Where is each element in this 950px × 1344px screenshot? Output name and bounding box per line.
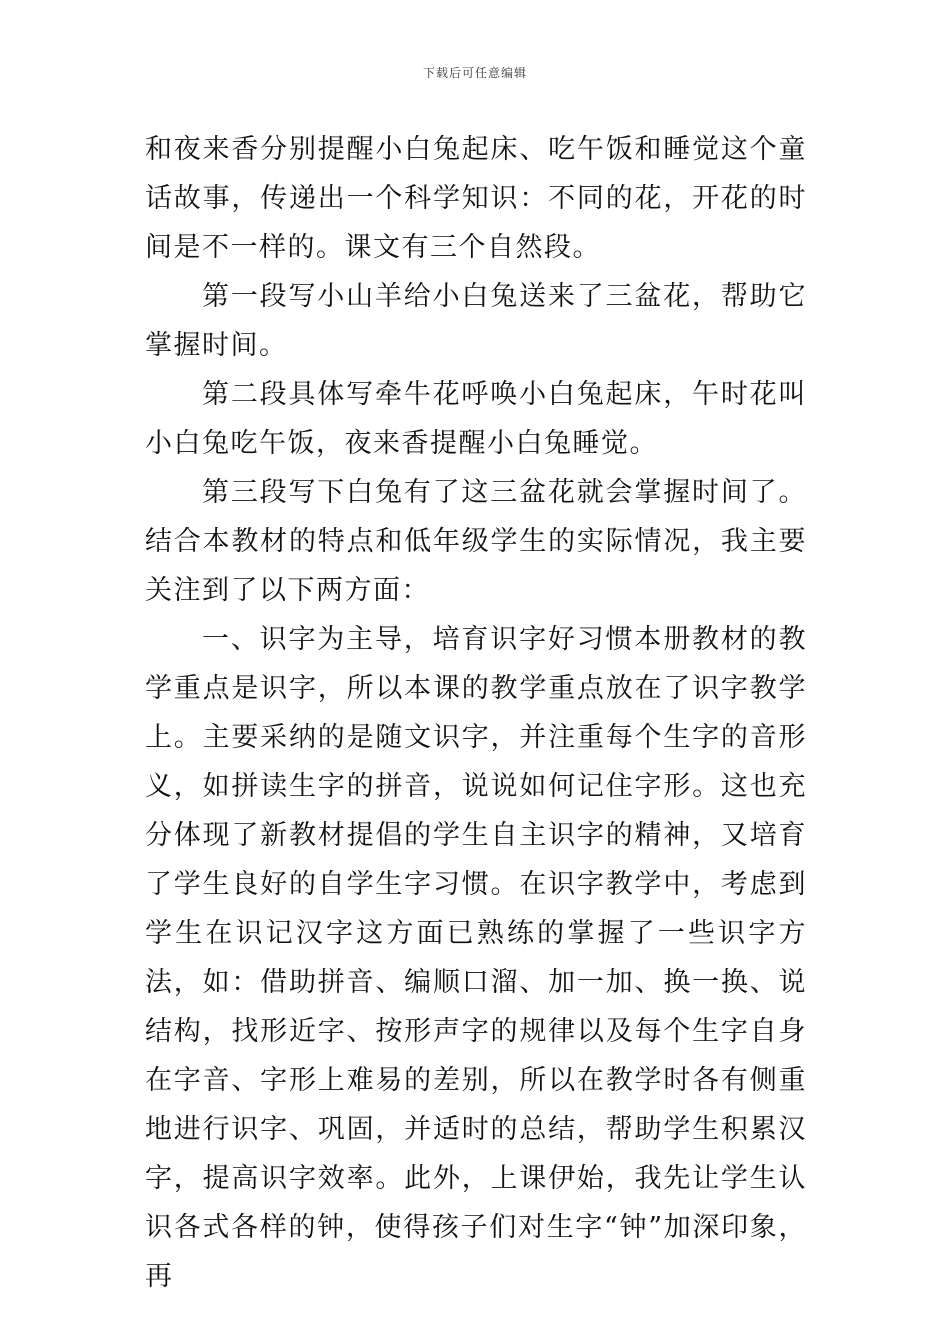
page-header: 下载后可任意编辑	[422, 66, 527, 80]
paragraph-section-two: 第二段具体写牵牛花呼唤小白兔起床，午时花叫小白兔吃午饭，夜来香提醒小白兔睡觉。	[145, 379, 807, 459]
paragraph-continuation: 和夜来香分别提醒小白兔起床、吃午饭和睡觉这个童话故事，传递出一个科学知识：不同的花，开花的时间是不一样的。课文有三个自然段。	[145, 134, 807, 263]
paragraph-section-three: 第三段写下白兔有了这三盆花就会掌握时间了。结合本教材的特点和低年级学生的实际情况，我主要关注到了以下两方面：	[145, 477, 807, 606]
paragraph-section-one: 第一段写小山羊给小白兔送来了三盆花，帮助它掌握时间。	[145, 281, 807, 361]
paragraph-literacy-focus: 一、识字为主导，培育识字好习惯本册教材的教学重点是识字，所以本课的教学重点放在了识字教学上。主要采纳的是随文识字，并注重每个生字的音形义，如拼读生字的拼音，说说如何记住字形。这也充分体现了新教材提倡的学生自主识字的精神，又培育了学生良好的自学生字习惯。在识字教学中，考虑到学生在识记汉字这方面已熟练的掌握了一些识字方法，如：借助拼音、编顺口溜、加一加、换一换、说结构，找形近字、按形声字的规律以及每个生字自身在字音、字形上难易的差别，所以在教学时各有侧重地进行识字、巩固，并适时的总结，帮助学生积累汉字，提高识字效率。此外，上课伊始，我先让学生认识各式各样的钟，使得孩子们对生字“钟”加深印象，再	[145, 624, 807, 1292]
document-body	[145, 125, 807, 1301]
